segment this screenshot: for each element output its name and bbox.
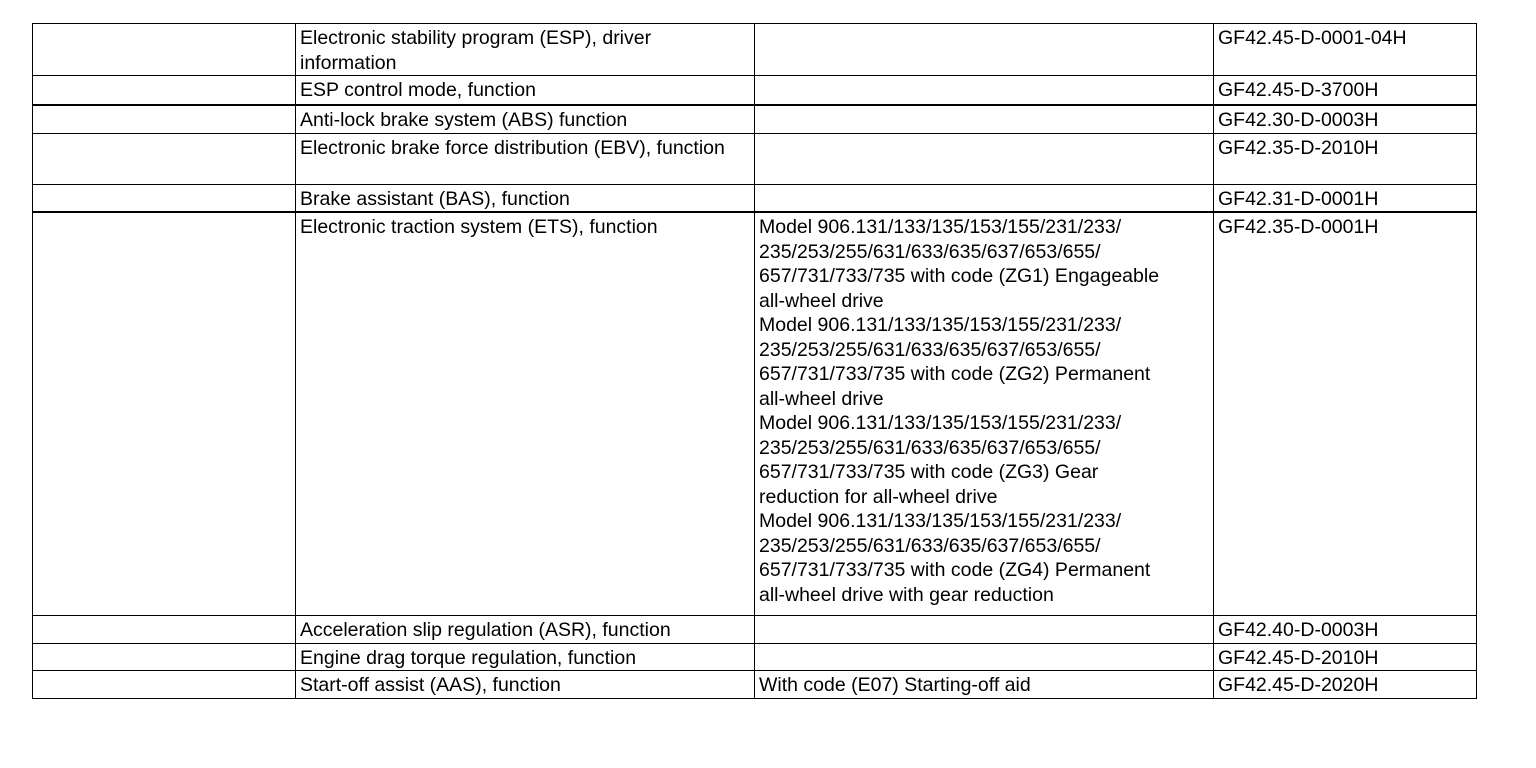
table-row <box>33 133 1477 184</box>
table-row <box>33 643 1477 671</box>
document-number-cell: GF42.30-D-0003H <box>1214 105 1477 133</box>
condition-line: Model 906.131/133/135/153/155/231/233/ <box>759 510 1122 532</box>
condition-line: 235/253/255/631/633/635/637/653/655/ <box>759 436 1101 459</box>
condition-cell <box>755 133 1214 184</box>
document-number-cell: GF42.35-D-0001H <box>1214 212 1477 616</box>
blank-cell <box>33 24 296 76</box>
condition-line: all-wheel drive <box>759 289 884 312</box>
document-table <box>32 23 1477 699</box>
description-cell: Anti-lock brake system (ABS) function <box>296 105 755 133</box>
table-row <box>33 212 1477 616</box>
description-cell: Electronic traction system (ETS), function <box>296 212 755 616</box>
description-cell: Electronic brake force distribution (EBV), function <box>296 133 755 184</box>
condition-cell <box>755 212 1214 616</box>
condition-line: 235/253/255/631/633/635/637/653/655/ <box>759 534 1101 557</box>
condition-cell <box>755 184 1214 212</box>
document-number-cell: GF42.40-D-0003H <box>1214 616 1477 644</box>
table-row <box>33 671 1477 699</box>
description-cell: Acceleration slip regulation (ASR), function <box>296 616 755 644</box>
condition-line: 657/731/733/735 with code (ZG2) Permanent <box>759 363 1151 385</box>
condition-cell: With code (E07) Starting-off aid <box>755 671 1214 699</box>
condition-line: Model 906.131/133/135/153/155/231/233/ <box>759 216 1122 238</box>
condition-line: 657/731/733/735 with code (ZG3) Gear <box>759 461 1099 483</box>
condition-line: Model 906.131/133/135/153/155/231/233/ <box>759 314 1122 336</box>
table-row <box>33 76 1477 106</box>
table-row <box>33 184 1477 212</box>
condition-line: all-wheel drive with gear reduction <box>759 583 1054 606</box>
blank-cell <box>33 133 296 184</box>
condition-line: 235/253/255/631/633/635/637/653/655/ <box>759 338 1101 361</box>
condition-line: 657/731/733/735 with code (ZG1) Engageable <box>759 265 1160 287</box>
document-number-cell: GF42.45-D-0001-04H <box>1214 24 1477 76</box>
condition-line: Model 906.131/133/135/153/155/231/233/ <box>759 412 1122 434</box>
table-row <box>33 105 1477 133</box>
blank-cell <box>33 212 296 616</box>
condition-line: all-wheel drive <box>759 387 884 410</box>
blank-cell <box>33 643 296 671</box>
document-number-cell: GF42.45-D-2020H <box>1214 671 1477 699</box>
condition-cell <box>755 643 1214 671</box>
condition-line: 235/253/255/631/633/635/637/653/655/ <box>759 240 1101 263</box>
blank-cell <box>33 671 296 699</box>
description-cell: ESP control mode, function <box>296 76 755 106</box>
description-cell: Engine drag torque regulation, function <box>296 643 755 671</box>
document-number-cell: GF42.31-D-0001H <box>1214 184 1477 212</box>
condition-cell <box>755 616 1214 644</box>
condition-line: 657/731/733/735 with code (ZG4) Permanent <box>759 559 1151 581</box>
blank-cell <box>33 184 296 212</box>
document-number-cell: GF42.35-D-2010H <box>1214 133 1477 184</box>
description-cell: Start-off assist (AAS), function <box>296 671 755 699</box>
table-row <box>33 24 1477 76</box>
blank-cell <box>33 76 296 106</box>
condition-line: reduction for all-wheel drive <box>759 485 998 508</box>
document-number-cell: GF42.45-D-3700H <box>1214 76 1477 106</box>
condition-cell <box>755 24 1214 76</box>
blank-cell <box>33 105 296 133</box>
description-cell: Electronic stability program (ESP), driver information <box>296 24 755 76</box>
document-number-cell: GF42.45-D-2010H <box>1214 643 1477 671</box>
table-row <box>33 616 1477 644</box>
blank-cell <box>33 616 296 644</box>
description-cell: Brake assistant (BAS), function <box>296 184 755 212</box>
condition-cell <box>755 105 1214 133</box>
condition-cell <box>755 76 1214 106</box>
